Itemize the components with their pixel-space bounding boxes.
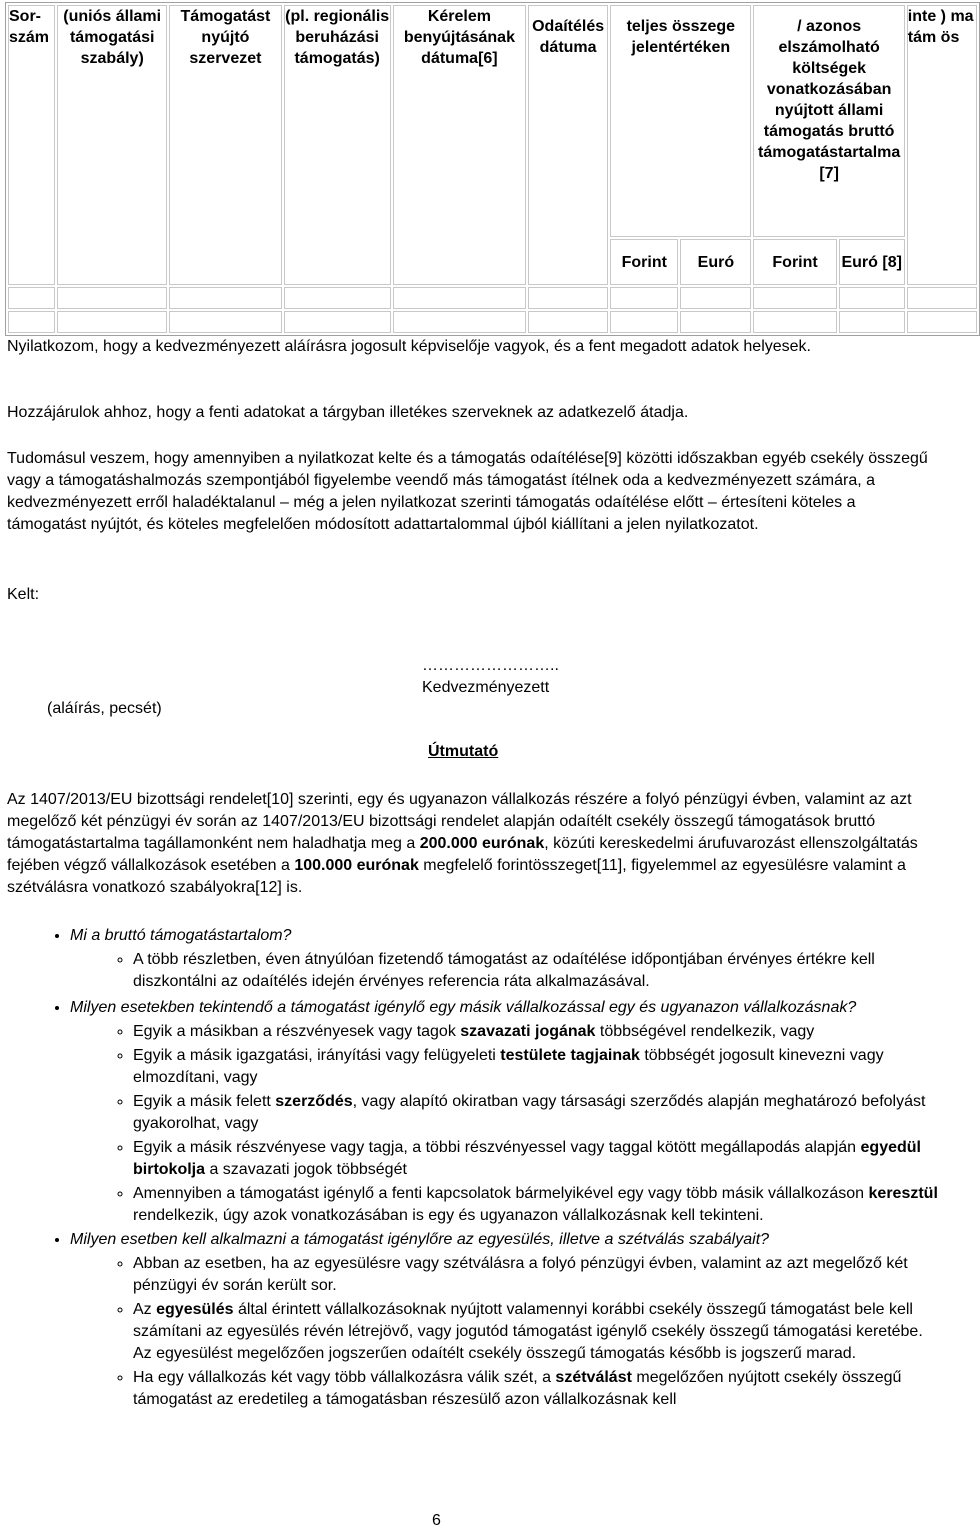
signature-block	[422, 655, 559, 699]
header-kerelem-datum: Kérelem benyújtásának dátuma[6]	[393, 5, 526, 285]
guide-questions	[7, 925, 942, 1411]
guide-heading: Útmutató	[428, 743, 499, 760]
header-szabaly: (uniós állami támogatási szabály)	[57, 5, 167, 285]
answer-emphasis: egyedül birtokolja	[133, 1139, 921, 1178]
subheader-forint-1: Forint	[610, 239, 678, 285]
answer-list	[70, 1253, 942, 1411]
header-sorszam: Sor-szám	[8, 5, 55, 285]
answer-text: többségét jogosult kinevezni vagy elmozdítani, vagy	[133, 1047, 884, 1086]
answer-text: rendelkezik, úgy azok vonatkozásában is egy és ugyanazon vállalkozásnak kell tekinteni.	[133, 1207, 764, 1224]
question-text: Mi a bruttó támogatástartalom?	[70, 927, 292, 944]
declaration-paragraph-2: Hozzájárulok ahhoz, hogy a fenti adatokat a tárgyban illetékes szerveknek az adatkezelő átadja.	[7, 404, 689, 421]
answer-emphasis: szavazati jogának	[460, 1023, 596, 1040]
page-number: 6	[432, 1512, 441, 1529]
answer-text: Egyik a másik részvényese vagy tagja, a többi részvényessel vagy taggal kötött megállapodás alapján	[133, 1139, 861, 1156]
support-table	[5, 2, 980, 336]
answer-emphasis: egyesülés	[156, 1301, 234, 1318]
signature-line: ……………………..	[422, 657, 559, 674]
question-item	[70, 925, 942, 993]
answer-item: ◦ A több részletben, éven átnyúlóan fizetendő támogatást az odaítélése időpontjában érvényes értékre kell diszkontálni az odaítélés idején érvényes referencia ráta alkalmazásával.	[133, 949, 942, 993]
empty-row	[8, 287, 977, 309]
answer-text: , vagy alapító okiratban vagy társasági szerződés alapján meghatározó befolyást gyakorolhat, vagy	[133, 1093, 926, 1132]
declaration-paragraph-3: Tudomásul veszem, hogy amennyiben a nyilatkozat kelte és a támogatás odaítélése[9] közötti időszakban egyéb csekély összegű vagy a támogatáshalmozás szempontjából figyelembe veendő más támogatást ítélnek oda a kedvezményezett számára, a kedvezményezett erről haladéktalanul – még a jelen nyilatkozat szerinti támogatás odaítélése előtt – értesíteni köteles a támogatást nyújtót, és köteles megfelelően módosított adattartalommal újból kiállítani a jelen nyilatkozatot.	[7, 450, 928, 533]
answer-item	[133, 1045, 942, 1089]
question-text: Milyen esetben kell alkalmazni a támogatást igénylőre az egyesülés, illetve a szétválás szabályait?	[70, 1231, 770, 1248]
answer-text: a szavazati jogok többségét	[205, 1161, 407, 1178]
guide-intro-text: , közúti kereskedelmi árufuvarozást ellenszolgáltatás fejében végző vállalkozások esetében a	[7, 835, 918, 874]
guide-intro-amount-2: 100.000 eurónak	[294, 857, 419, 874]
header-brutto-tartalom: / azonos elszámolható költségek vonatkozásában nyújtott állami támogatás bruttó támogatástartalma [7]	[753, 5, 904, 237]
answer-item: ◦ Abban az esetben, ha az egyesülésre vagy szétválásra a folyó pénzügyi évben, valamint az azt megelőző két pénzügyi év során került sor.	[133, 1253, 942, 1297]
header-odaiteles-datum: Odaítélés dátuma	[528, 5, 608, 285]
subheader-euro-1: Euró	[680, 239, 751, 285]
answer-text: Amennyiben a támogatást igénylő a fenti kapcsolatok bármelyikével egy vagy több másik vállalkozáson	[133, 1185, 869, 1202]
declaration-paragraph-1: Nyilatkozom, hogy a kedvezményezett aláírásra jogosult képviselője vagyok, és a fent megadott adatok helyesek.	[7, 338, 811, 355]
subheader-forint-2: Forint	[753, 239, 836, 285]
answer-text: Egyik a másik felett	[133, 1093, 276, 1110]
question-list	[7, 925, 942, 1411]
answer-item	[133, 1299, 942, 1365]
beneficiary-label: Kedvezményezett	[422, 679, 550, 696]
answer-text: többségével rendelkezik, vagy	[595, 1023, 815, 1040]
answer-item	[133, 1367, 942, 1411]
answer-item	[133, 1091, 942, 1135]
header-szervezet: Támogatást nyújtó szervezet	[169, 5, 281, 285]
answer-item	[133, 1183, 942, 1227]
empty-row	[8, 311, 977, 333]
answer-emphasis: testülete tagjainak	[500, 1047, 640, 1064]
guide-intro	[7, 789, 937, 899]
answer-list	[70, 949, 942, 993]
header-cut-column: inte ) ma tám ös	[907, 5, 977, 285]
answer-emphasis: keresztül	[868, 1185, 938, 1202]
guide-intro-amount-1: 200.000 eurónak	[419, 835, 545, 852]
guide-intro-text: megfelelő forintösszeget[11], figyelemmel az egyesülésre valamint a szétválásra vonatkozó szabályokra[12] is.	[7, 857, 906, 896]
guide-intro-text: Az 1407/2013/EU bizottsági rendelet[10] szerinti, egy és ugyanazon vállalkozás részére a folyó pénzügyi évben, valamint az azt megelőző két pénzügyi év során az 1407/2013/EU bizottsági rendelet alapján odaítélt csekély összegű támogatások bruttó támogatástartalma tagállamonként nem haladhatja meg a	[7, 791, 912, 852]
stamp-label: (aláírás, pecsét)	[47, 700, 162, 717]
kelt-label: Kelt:	[7, 586, 40, 603]
question-item	[70, 1229, 942, 1411]
answer-text: megelőzően nyújtott csekély összegű támogatást az eredetileg a támogatásban részesülő azon vállalkozásnak kell	[133, 1369, 902, 1408]
question-text: Milyen esetekben tekintendő a támogatást igénylő egy másik vállalkozással egy és ugyanazon vállalkozásnak?	[70, 999, 857, 1016]
answer-text: Az	[133, 1301, 157, 1318]
answer-text: Ha egy vállalkozás két vagy több vállalkozásra válik szét, a	[133, 1369, 556, 1386]
header-teljes-osszeg: teljes összege jelentértéken	[610, 5, 751, 237]
subheader-euro-2: Euró [8]	[839, 239, 905, 285]
header-tamogatas-tipus: (pl. regionális beruházási támogatás)	[284, 5, 391, 285]
question-item	[70, 997, 942, 1227]
answer-item	[133, 1021, 942, 1043]
answer-text: Egyik a másik igazgatási, irányítási vagy felügyeleti	[133, 1047, 501, 1064]
answer-item	[133, 1137, 942, 1181]
answer-list	[70, 1021, 942, 1227]
answer-text: Egyik a másikban a részvényesek vagy tagok	[133, 1023, 461, 1040]
answer-emphasis: szétválást	[555, 1369, 632, 1386]
answer-text: által érintett vállalkozásoknak nyújtott valamennyi korábbi csekély összegű támogatást bele kell számítani az egyesülés révén létrejövő, vagy jogutód támogatást igénylő csekély összegű támogatási keretébe. Az egyesülést megelőzően jogszerűen odaítélt csekély összegű támogatás később is jogszerű marad.	[133, 1301, 923, 1362]
answer-emphasis: szerződés	[275, 1093, 353, 1110]
